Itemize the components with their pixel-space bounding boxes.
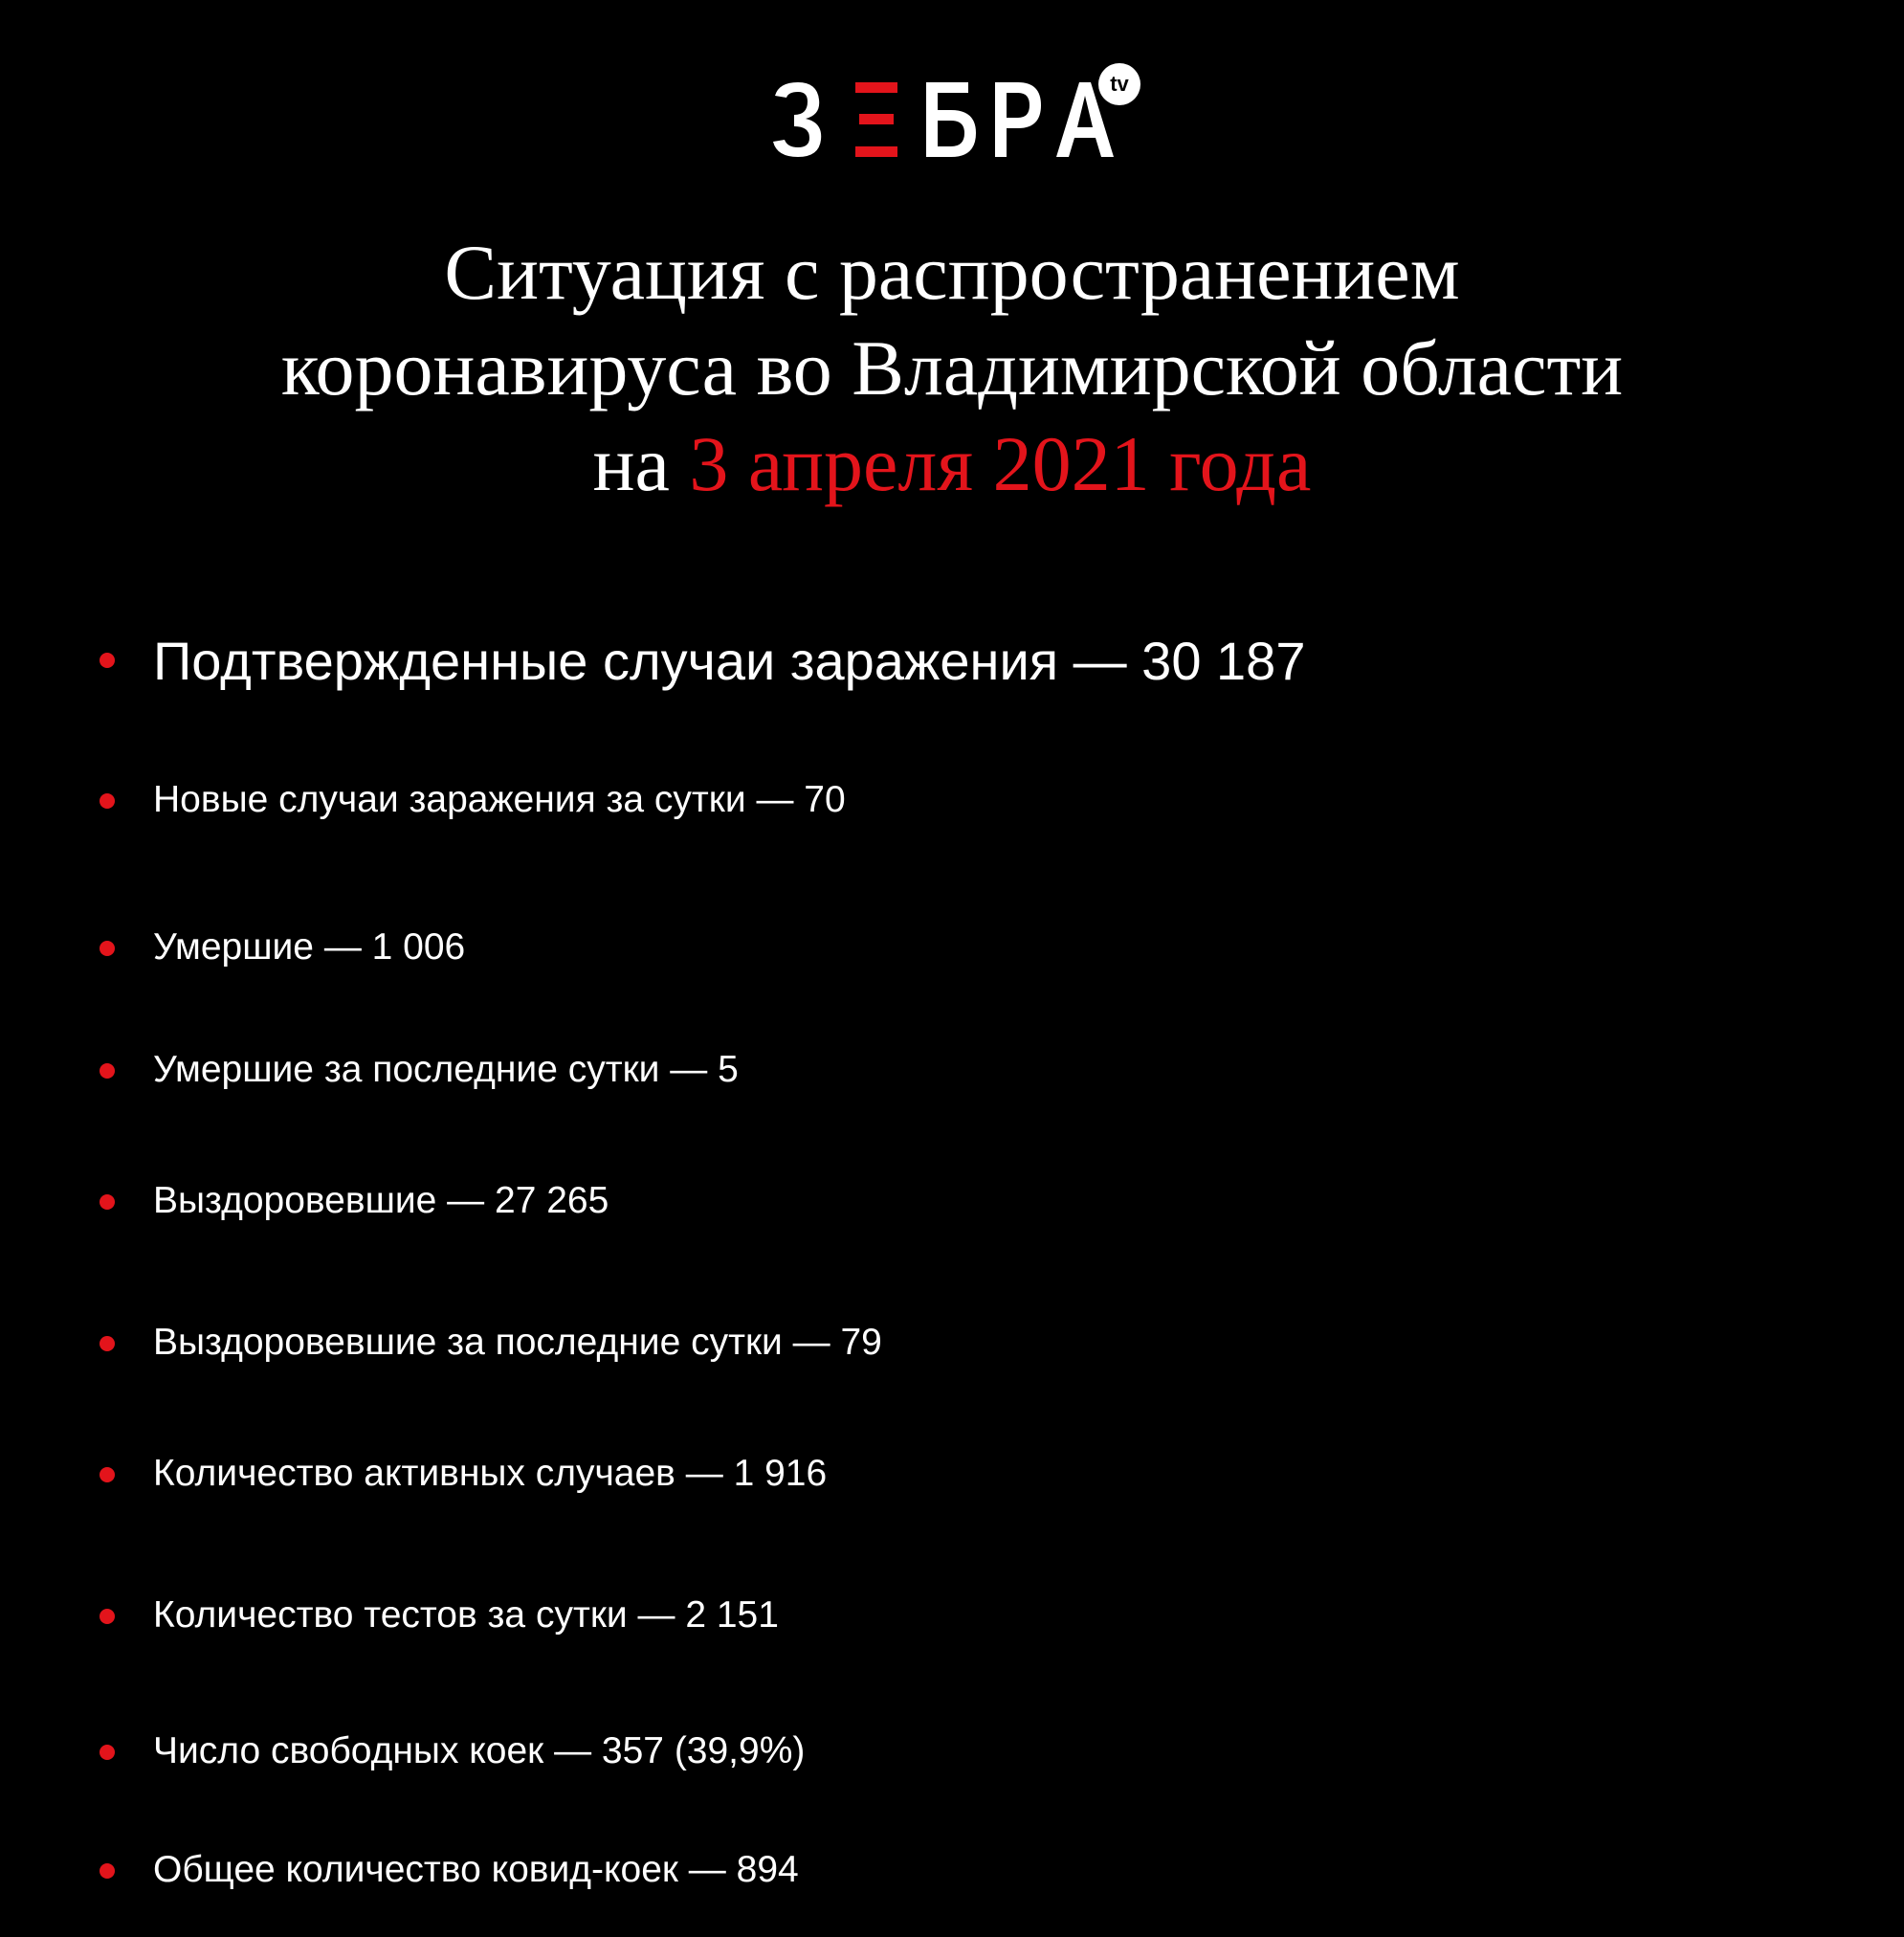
bullet-icon xyxy=(100,1745,115,1760)
title-line-2: коронавируса во Владимирской области xyxy=(280,324,1624,412)
tv-badge-icon: tv xyxy=(1098,63,1140,105)
stat-label: Число свободных коек — 357 (39,9%) xyxy=(153,1730,806,1771)
stat-label: Новые случаи заражения за сутки — 70 xyxy=(153,779,846,820)
title-line-1: Ситуация с распространением xyxy=(444,229,1460,316)
bullet-icon xyxy=(100,1194,115,1210)
bullet-icon xyxy=(100,941,115,956)
stat-label: Подтвержденные случаи заражения — 30 187 xyxy=(153,631,1306,691)
stat-label: Умершие — 1 006 xyxy=(153,926,466,968)
stat-label: Выздоровевшие — 27 265 xyxy=(153,1180,609,1221)
bullet-icon xyxy=(100,1863,115,1879)
bullet-icon xyxy=(100,1609,115,1624)
bullet-icon xyxy=(100,653,115,668)
stat-label: Выздоровевшие за последние сутки — 79 xyxy=(153,1322,882,1363)
stat-label: Количество тестов за сутки — 2 151 xyxy=(153,1594,779,1636)
stat-label: Количество активных случаев — 1 916 xyxy=(153,1453,828,1494)
bullet-icon xyxy=(100,1063,115,1079)
stat-label: Общее количество ковид-коек — 894 xyxy=(153,1849,799,1890)
stat-label: Умершие за последние сутки — 5 xyxy=(153,1049,739,1090)
bullet-icon xyxy=(100,1336,115,1351)
title-prefix: на xyxy=(592,420,670,507)
bullet-icon xyxy=(100,1467,115,1482)
bullet-icon xyxy=(100,793,115,809)
title-date: 3 апреля 2021 года xyxy=(689,420,1312,507)
